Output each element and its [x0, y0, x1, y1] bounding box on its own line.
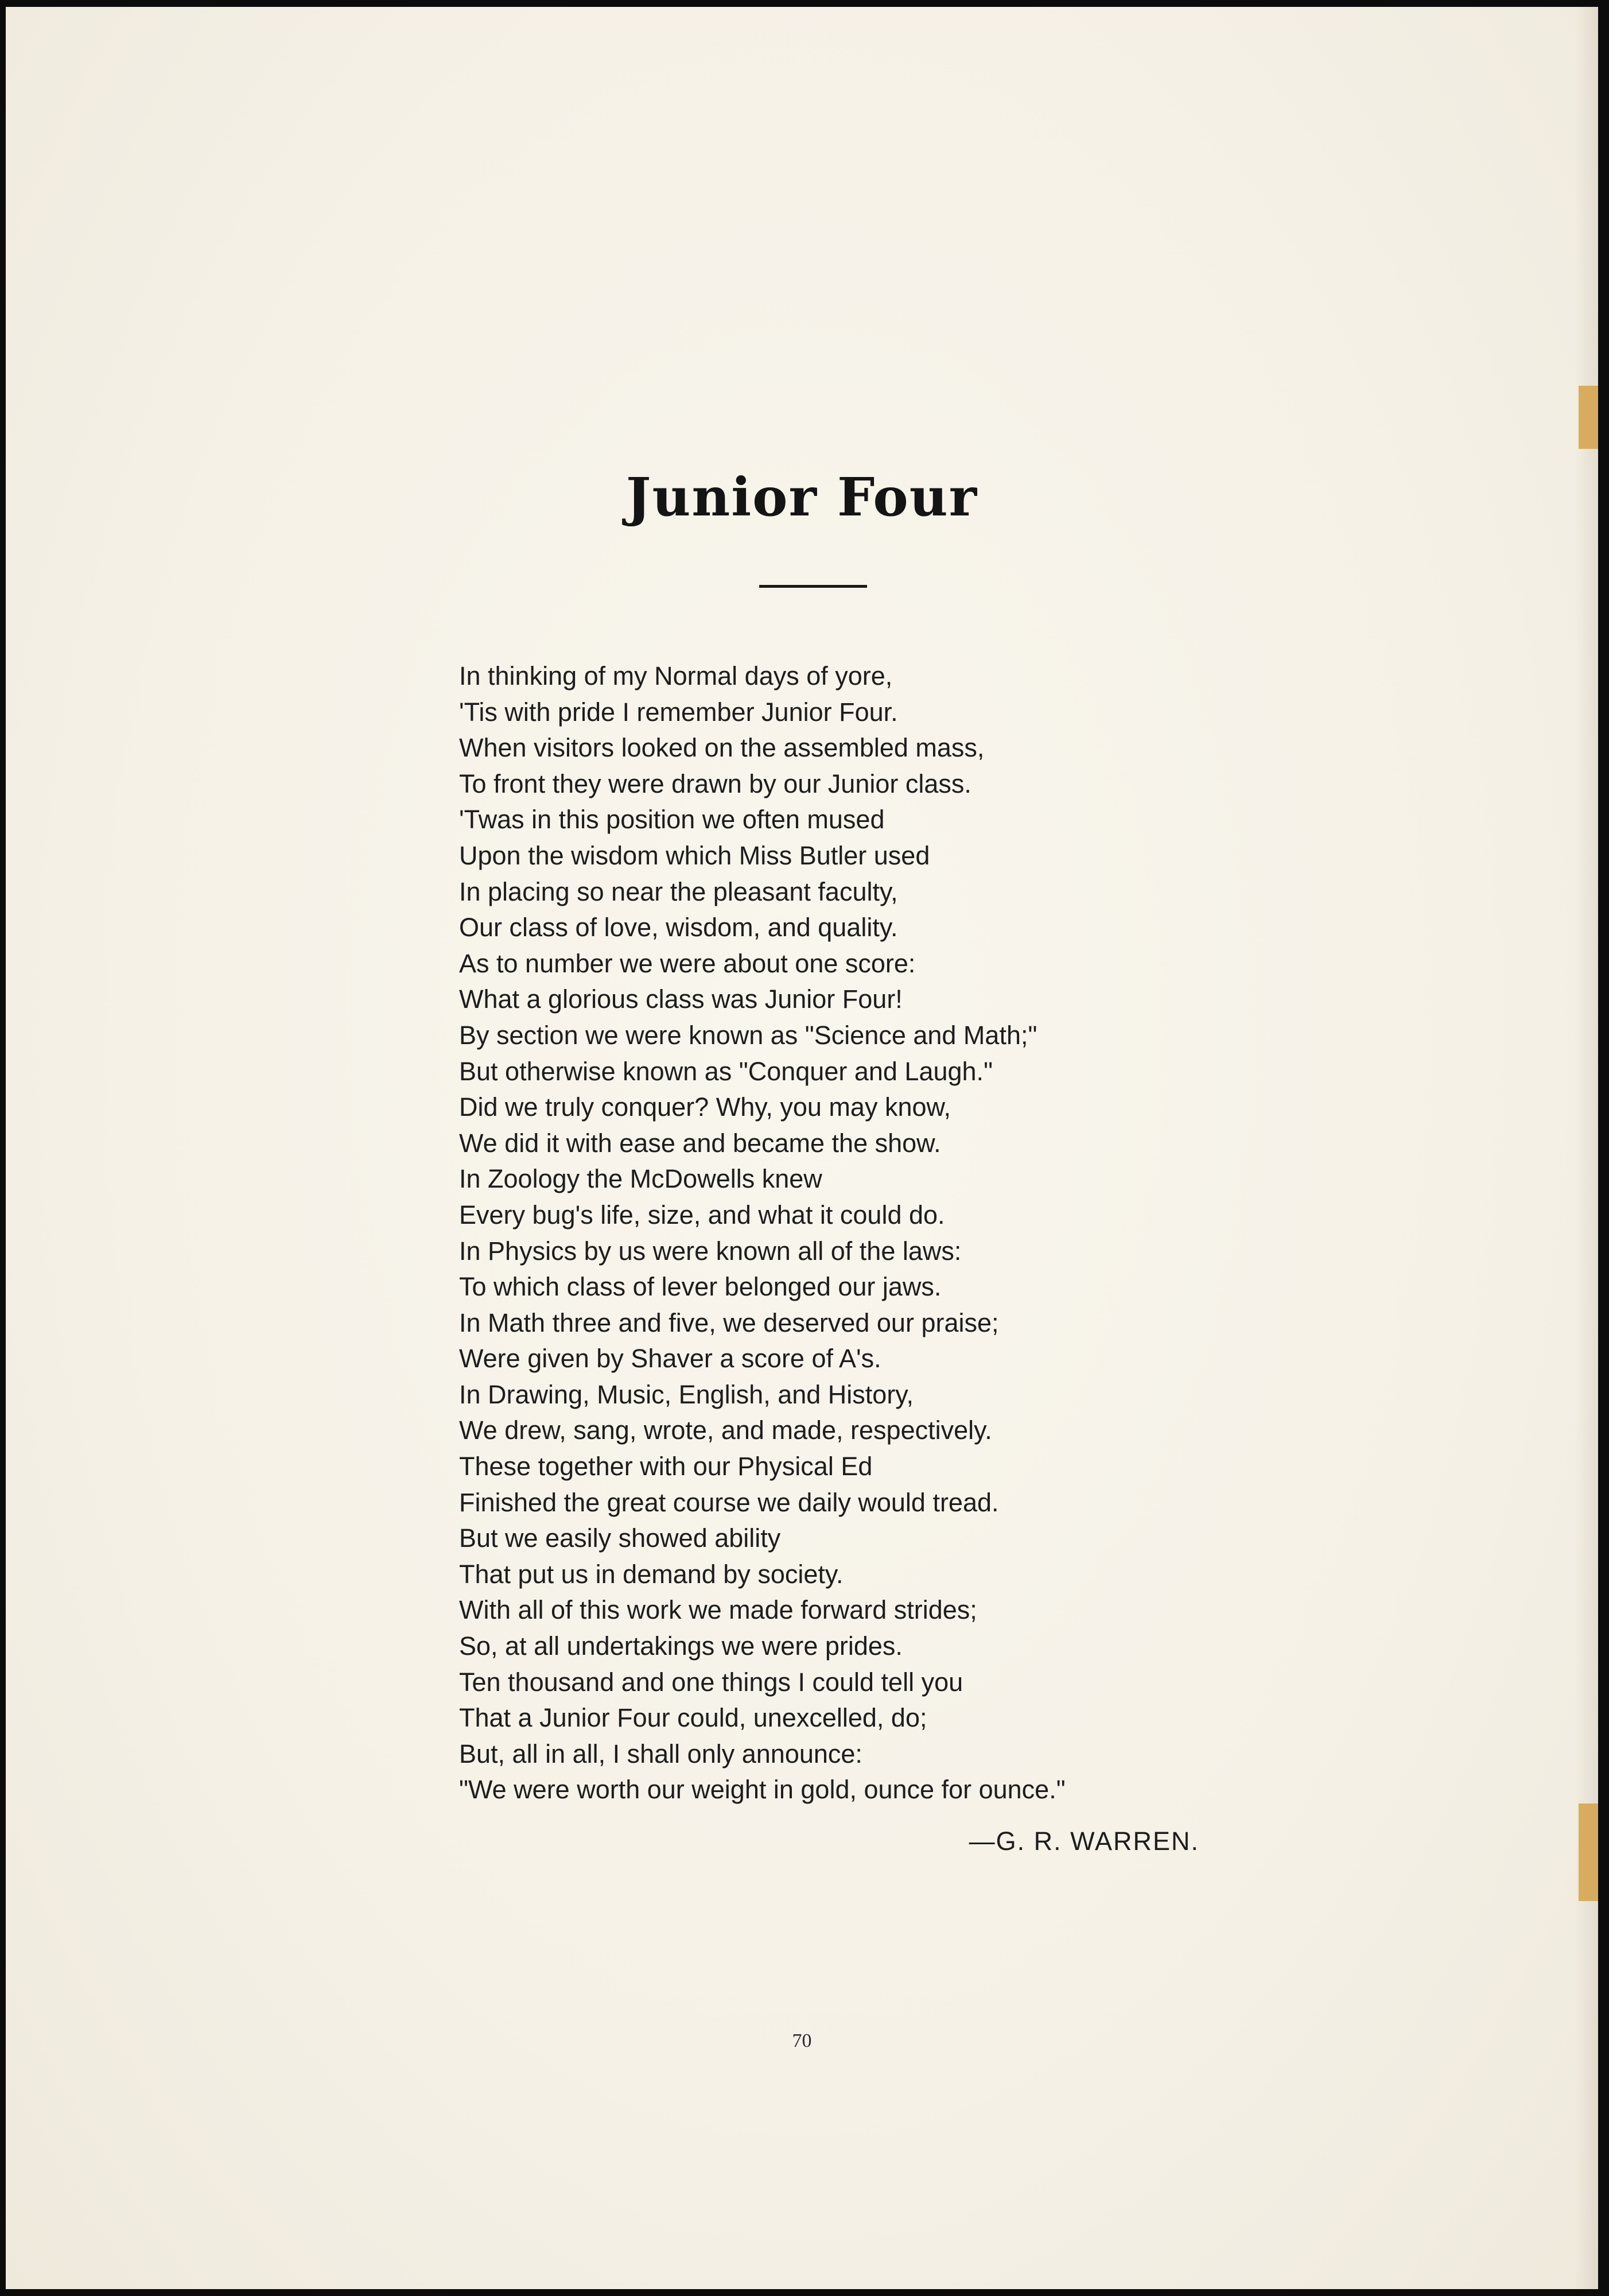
poem-line: So, at all undertakings we were prides.: [459, 1631, 903, 1661]
poem-line: Were given by Shaver a score of A's.: [459, 1344, 881, 1374]
poem-line: "We were worth our weight in gold, ounce for ounce.": [459, 1775, 1066, 1805]
page-edge-shadow: [1575, 7, 1598, 2289]
poem-line: When visitors looked on the assembled mass,: [459, 733, 985, 763]
poem-line: What a glorious class was Junior Four!: [459, 984, 903, 1014]
poem-line: 'Tis with pride I remember Junior Four.: [459, 697, 898, 727]
poem-body: [459, 658, 1066, 1808]
poem-line: That put us in demand by society.: [459, 1559, 844, 1589]
poem-line: Did we truly conquer? Why, you may know,: [459, 1092, 951, 1122]
page: [6, 7, 1598, 2289]
author-attribution: —G. R. WARREN.: [969, 1826, 1199, 1856]
poem-line: As to number we were about one score:: [459, 948, 916, 978]
page-number: 70: [792, 2030, 812, 2051]
poem-line: 'Twas in this position we often mused: [459, 805, 885, 835]
title-rule: [759, 585, 867, 588]
poem-line: That a Junior Four could, unexcelled, do;: [459, 1703, 927, 1733]
poem-line: Every bug's life, size, and what it could do.: [459, 1200, 945, 1230]
poem-line: In thinking of my Normal days of yore,: [459, 661, 893, 691]
poem-line: But, all in all, I shall only announce:: [459, 1739, 862, 1768]
poem-line: In Math three and five, we deserved our praise;: [459, 1308, 999, 1337]
poem-line: Finished the great course we daily would tread.: [459, 1487, 999, 1517]
poem-line: But we easily showed ability: [459, 1523, 781, 1553]
poem-line: With all of this work we made forward strides;: [459, 1595, 977, 1625]
poem-line: These together with our Physical Ed: [459, 1452, 873, 1481]
poem-line: By section we were known as "Science and Math;": [459, 1020, 1037, 1050]
poem-line: Upon the wisdom which Miss Butler used: [459, 840, 930, 870]
poem-line: To front they were drawn by our Junior class.: [459, 769, 971, 798]
tape-mark-bottom: [1579, 1804, 1598, 1901]
tape-mark-top: [1579, 386, 1598, 449]
poem-line: In Zoology the McDowells knew: [459, 1164, 822, 1194]
poem-line: To which class of lever belonged our jaws.: [459, 1272, 942, 1302]
poem-line: In Drawing, Music, English, and History,: [459, 1379, 914, 1409]
poem-line: Our class of love, wisdom, and quality.: [459, 913, 898, 943]
poem-line: Ten thousand and one things I could tell you: [459, 1667, 963, 1697]
poem-title: Junior Four: [625, 466, 978, 528]
poem-line: But otherwise known as "Conquer and Laugh.": [459, 1056, 993, 1086]
poem-line: We drew, sang, wrote, and made, respectively.: [459, 1415, 992, 1445]
poem-line: In Physics by us were known all of the laws:: [459, 1236, 962, 1266]
poem-line: We did it with ease and became the show.: [459, 1128, 941, 1158]
poem-line: In placing so near the pleasant faculty,: [459, 876, 898, 906]
